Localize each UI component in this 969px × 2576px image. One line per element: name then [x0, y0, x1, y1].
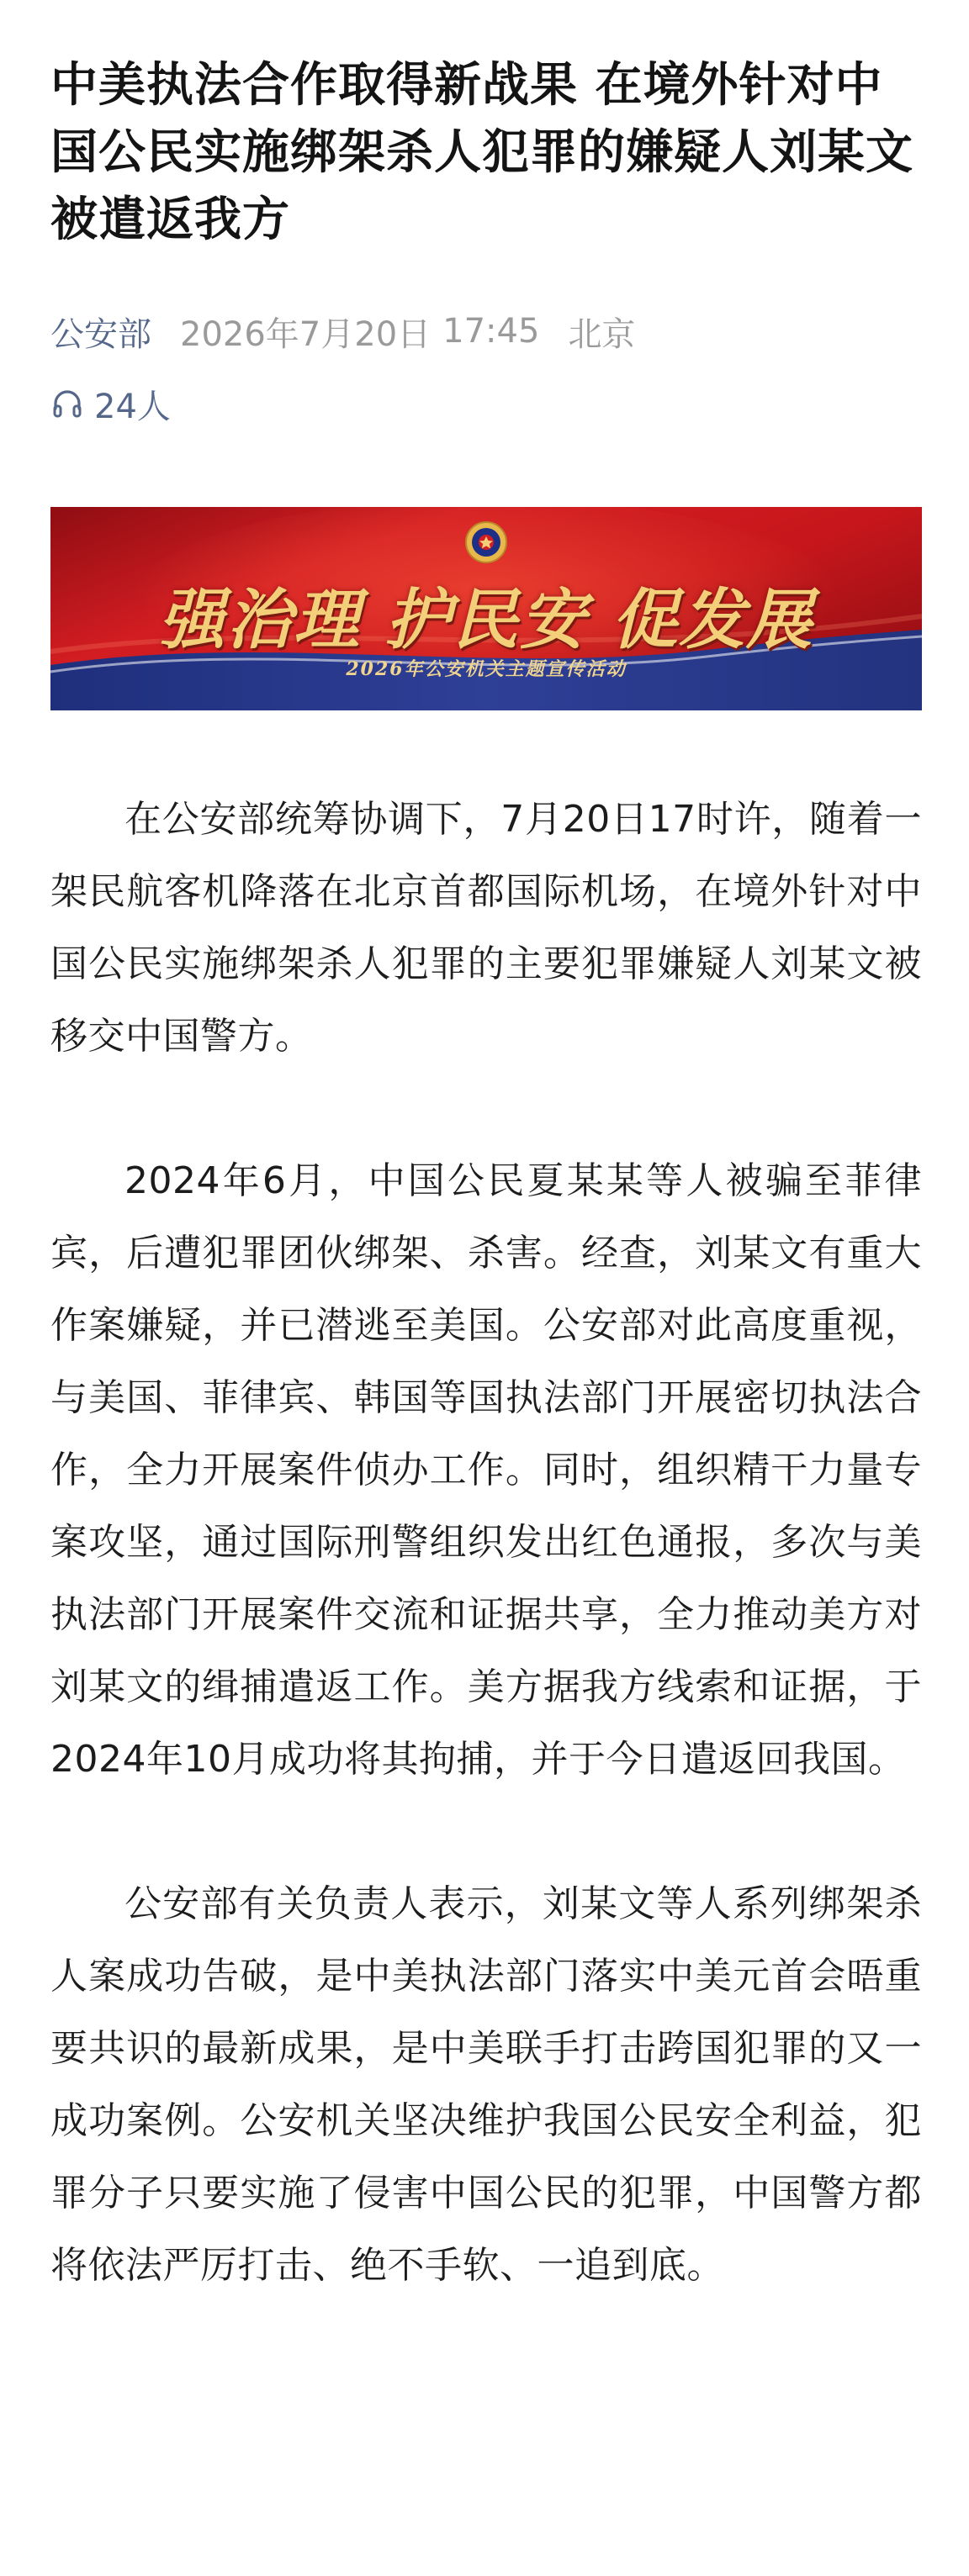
- article-source-link[interactable]: 公安部: [50, 314, 151, 354]
- article-date: 2026年7月20日: [180, 314, 432, 354]
- police-emblem-icon: [466, 522, 506, 562]
- article-paragraph: 在公安部统筹协调下，7月20日17时许，随着一架民航客机降落在北京首都国际机场，在境外针对中国公民实施绑架杀人犯罪的主要犯罪嫌疑人刘某文被移交中国警方。: [50, 798, 922, 1058]
- listen-button[interactable]: [50, 380, 171, 427]
- article-time: 17:45: [442, 312, 540, 351]
- campaign-banner: [50, 507, 922, 710]
- article-title: 中美执法合作取得新战果 在境外针对中国公民实施绑架杀人犯罪的嫌疑人刘某文被遣返我方: [50, 58, 913, 247]
- article-paragraph: 2024年6月，中国公民夏某某等人被骗至菲律宾，后遭犯罪团伙绑架、杀害。经查，刘某文有重大作案嫌疑，并已潜逃至美国。公安部对此高度重视，与美国、菲律宾、韩国等国执法部门开展密切执法合作，全力开展案件侦办工作。同时，组织精干力量专案攻坚，通过国际刑警组织发出红色通报，多次与美执法部门开展案件交流和证据共享，全力推动美方对刘某文的缉捕遣返工作。美方据我方线索和证据，于2024年10月成功将其拘捕，并于今日遣返回我国。: [50, 1159, 922, 1781]
- banner-subtitle: 2026年公安机关主题宣传活动: [346, 658, 627, 680]
- article-location: 北京: [568, 314, 636, 354]
- article-body: [50, 784, 922, 2374]
- banner-slogan: 强治理 护民安 促发展: [158, 582, 814, 658]
- article-paragraph: 公安部有关负责人表示，刘某文等人系列绑架杀人案成功告破，是中美执法部门落实中美元首会晤重要共识的最新成果，是中美联手打击跨国犯罪的又一成功案例。公安机关坚决维护我国公民安全利益，犯罪分子只要实施了侵害中国公民的犯罪，中国警方都将依法严厉打击、绝不手软、一追到底。: [50, 1882, 922, 2287]
- headphones-icon: [50, 387, 84, 420]
- article-meta: [50, 308, 635, 355]
- listen-count: 24人: [94, 387, 171, 426]
